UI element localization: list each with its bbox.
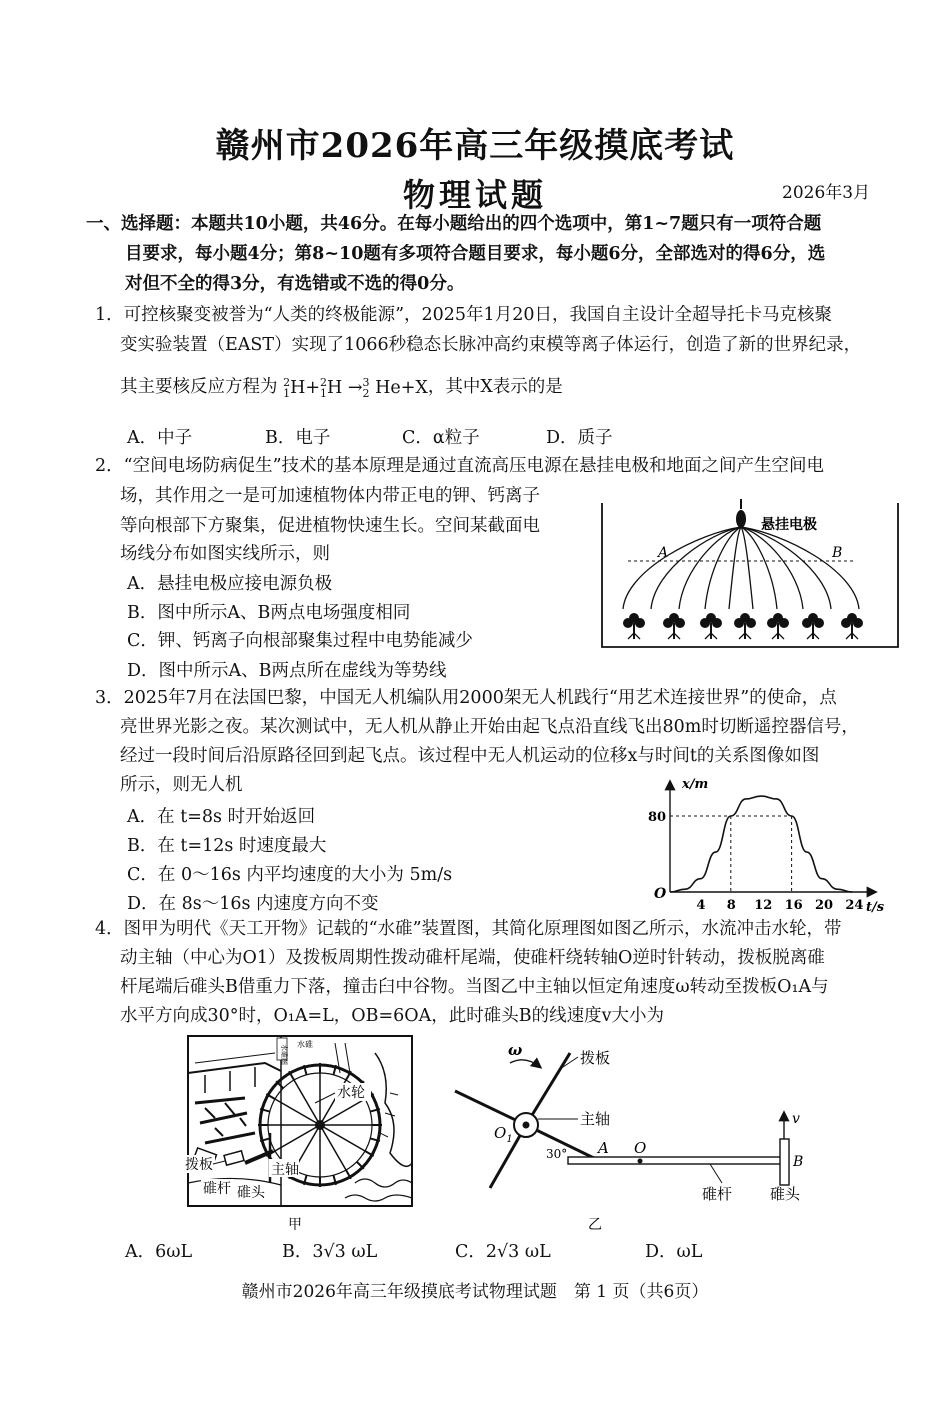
q4-option-c[interactable]: C．2√3 ωL	[455, 1242, 551, 1262]
jia-label-paddle: 拨板	[185, 1156, 213, 1172]
x-tick-label: 24	[845, 898, 864, 913]
xt-curve	[670, 796, 852, 892]
q4-line3: 杆尾端后碓头B借重力下落，撞击臼中谷物。当图乙中主轴以恒定角速度ω转动至拨板O₁A与	[120, 977, 829, 997]
yi-label-a: A	[598, 1139, 609, 1157]
jia-label-shaft: 主轴	[271, 1161, 299, 1177]
q1-option-d[interactable]: D．质子	[546, 428, 613, 448]
eq-sym-2: H →	[327, 377, 363, 398]
yi-label-v: v	[792, 1111, 800, 1127]
q4-line1: 4．图甲为明代《天工开物》记载的“水碓”装置图，其简化原理图如图乙所示，水流冲击水轮，带	[95, 919, 842, 939]
nuclear-equation	[283, 374, 428, 402]
field-line	[729, 527, 741, 609]
q4-option-d[interactable]: D．ωL	[645, 1242, 703, 1262]
field-lines	[623, 527, 859, 609]
q2-line1: 2．“空间电场防病促生”技术的基本原理是通过直流高压电源在悬挂电极和地面之间产生空间电	[95, 456, 825, 476]
x-tick-label: 12	[754, 898, 773, 913]
yi-label-o: O	[634, 1139, 647, 1157]
q1-line3	[120, 373, 563, 402]
point-a-label: A	[658, 545, 669, 561]
plant-icon	[767, 613, 789, 639]
q3-line3: 经过一段时间后沿原路径回到起飞点。该过程中无人机运动的位移x与时间t的关系图像如图	[120, 746, 820, 766]
section1-line2: 目要求，每小题4分；第8~10题有多项符合题目要求，每小题6分，全部选对的得6分，选	[125, 244, 826, 264]
page-footer: 赣州市2026年高三年级摸底考试物理试题 第 1 页（共6页）	[241, 1282, 709, 1302]
point-b-label: B	[832, 545, 843, 561]
q1-line2: 变实验装置（EAST）实现了1066秒稳态长脉冲高约束模等离子体运行，创造了新的世界纪录，	[120, 335, 862, 355]
plant-icon	[700, 613, 722, 639]
figure-yi-caption: 乙	[588, 1217, 602, 1233]
lever-bar	[568, 1157, 783, 1164]
plant-icon	[841, 613, 863, 639]
q3-line2: 亮世界光影之夜。某次测试中，无人机从静止开始由起飞点沿直线飞出80m时切断遥控器信号，	[120, 717, 859, 737]
section1-line1: 一、选择题：本题共10小题，共46分。在每小题给出的四个选项中，第1~7题只有一项符合题	[86, 214, 822, 234]
jia-title-b: 水碓	[297, 1040, 313, 1049]
yi-label-o1: $O_1$	[494, 1124, 513, 1145]
q4-line2: 动主轴（中心为O1）及拨板周期性拨动碓杆尾端，使碓杆绕转轴O逆时针转动，拨板脱离碓	[120, 948, 825, 968]
q3-option-a[interactable]: A．在 t=8s 时开始返回	[127, 807, 316, 827]
yi-label-shaft: 主轴	[580, 1111, 611, 1128]
q3-option-d[interactable]: D．在 8s～16s 内速度方向不变	[127, 894, 379, 914]
xt-chart	[640, 774, 890, 914]
eq-sym-3: He+X	[375, 377, 428, 398]
q1-line1: 1．可控核聚变被誉为“人类的终极能源”，2025年1月20日，我国自主设计全超导托卡马克核聚	[95, 305, 832, 325]
q2-line2: 场，其作用之一是可加速植物体内带正电的钾、钙离子	[120, 486, 540, 506]
q1-line3-pre: 其主要核反应方程为	[120, 377, 278, 397]
x-tick-label: 16	[784, 898, 803, 913]
q1-option-b[interactable]: B．电子	[265, 428, 331, 448]
jia-title-a: 水碓图	[280, 1044, 288, 1065]
eq-mass-1: 2	[283, 376, 291, 389]
x-axis-label: t/s	[866, 900, 885, 914]
eq-mass-2: 2	[320, 376, 328, 389]
plant-icon	[663, 613, 685, 639]
field-line	[651, 527, 741, 609]
q2-option-b[interactable]: B．图中所示A、B两点电场强度相同	[127, 603, 411, 623]
q2-line4: 场线分布如图实线所示，则	[120, 544, 330, 564]
q1-option-c[interactable]: C．α粒子	[402, 428, 480, 448]
q4-option-a[interactable]: A．6ωL	[125, 1242, 193, 1262]
plant-icon	[734, 613, 756, 639]
yi-label-angle: 30°	[546, 1147, 568, 1161]
plants-row	[623, 613, 863, 639]
y-tick-label: 80	[648, 810, 667, 825]
yi-label-o1-sub: 1	[506, 1134, 513, 1145]
figure-yi-schematic	[440, 1033, 820, 1243]
yi-label-b: B	[793, 1154, 804, 1170]
y-axis-label: x/m	[682, 777, 709, 792]
plant-icon	[802, 613, 824, 639]
plant-icon	[623, 613, 645, 639]
jia-label-head: 碓头	[237, 1184, 265, 1200]
omega-arrow	[510, 1060, 540, 1067]
q2-option-d[interactable]: D．图中所示A、B两点所在虚线为等势线	[127, 661, 447, 681]
q1-option-a[interactable]: A．中子	[127, 428, 193, 448]
field-line	[741, 527, 859, 609]
omega-label: ω	[508, 1041, 523, 1059]
x-tick-label: 4	[696, 898, 706, 913]
origin-label: O	[654, 886, 667, 902]
figure-jia-caption: 甲	[288, 1217, 302, 1233]
eq-charge-2: 1	[320, 387, 328, 400]
yi-label-head: 碓头	[770, 1186, 801, 1203]
eq-charge-1: 1	[283, 387, 291, 400]
q3-option-b[interactable]: B．在 t=12s 时速度最大	[127, 836, 327, 856]
jia-label-wheel: 水轮	[337, 1084, 365, 1100]
q4-line4: 水平方向成30°时，O₁A=L，OB=6OA，此时碓头B的线速度v大小为	[120, 1006, 665, 1026]
field-line	[741, 527, 753, 609]
electrode-label: 悬挂电极	[761, 516, 817, 532]
section1-line3: 对但不全的得3分，有选错或不选的得0分。	[125, 274, 465, 294]
yi-label-lever: 碓杆	[702, 1186, 733, 1203]
q2-line3: 等向根部下方聚集，促进植物快速生长。空间某截面电	[120, 516, 540, 536]
electric-field-figure	[598, 497, 903, 652]
yi-label-paddle: 拨板	[580, 1050, 611, 1067]
exam-title: 赣州市2026年高三年级摸底考试	[215, 126, 735, 166]
q3-line4: 所示，则无人机	[120, 775, 243, 795]
q2-option-a[interactable]: A．悬挂电极应接电源负极	[127, 574, 333, 594]
exam-date: 2026年3月	[782, 183, 871, 203]
jia-label-lever: 碓杆	[203, 1180, 231, 1196]
eq-sym-1: H+	[290, 377, 321, 398]
figure-jia-waterwheel	[185, 1033, 415, 1243]
x-tick-label: 8	[726, 898, 736, 913]
subject-title: 物理试题	[402, 176, 547, 214]
field-line	[623, 527, 741, 609]
q1-line3-post: ，其中X表示的是	[427, 377, 563, 397]
q2-option-c[interactable]: C．钾、钙离子向根部聚集过程中电势能减少	[127, 631, 473, 651]
eq-mass-3: 3	[362, 376, 370, 389]
q3-option-c[interactable]: C．在 0～16s 内平均速度的大小为 5m/s	[127, 865, 453, 885]
field-line	[741, 527, 831, 609]
x-tick-label: 20	[815, 898, 834, 913]
hammer-head	[780, 1139, 789, 1185]
q4-option-b[interactable]: B．3√3 ωL	[282, 1242, 378, 1262]
eq-charge-3: 2	[362, 387, 370, 400]
q3-line1: 3．2025年7月在法国巴黎，中国无人机编队用2000架无人机践行“用艺术连接世界”的使命，点	[95, 688, 837, 708]
hanging-electrode	[736, 510, 746, 528]
